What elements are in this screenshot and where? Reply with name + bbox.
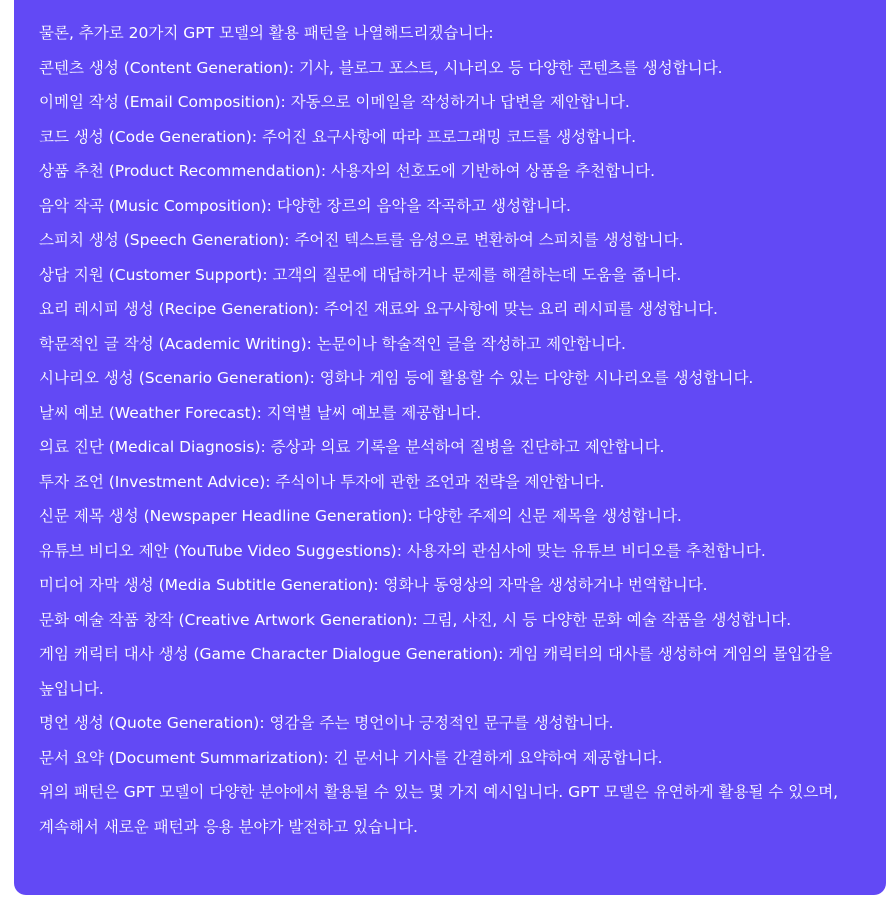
message-line-youtube-suggestions: 유튜브 비디오 제안 (YouTube Video Suggestions): 사용자의 관심사에 맞는 유튜브 비디오를 추천합니다. (39, 541, 766, 560)
message-line-weather-forecast: 날씨 예보 (Weather Forecast): 지역별 날씨 예보를 제공합니다. (39, 403, 482, 422)
message-line-music-composition: 음악 작곡 (Music Composition): 다양한 장르의 음악을 작곡하고 생성합니다. (39, 196, 571, 215)
message-line-game-dialogue: 게임 캐릭터 대사 생성 (Game Character Dialogue Generation): 게임 캐릭터의 대사를 생성하여 게임의 몰입감을 높입니다. (39, 645, 833, 698)
message-line-code-generation: 코드 생성 (Code Generation): 주어진 요구사항에 따라 프로그래밍 코드를 생성합니다. (39, 127, 637, 146)
assistant-message-bubble (14, 0, 886, 895)
message-line-customer-support: 상담 지원 (Customer Support): 고객의 질문에 대답하거나 문제를 해결하는데 도움을 줍니다. (39, 265, 682, 284)
message-line-email-composition: 이메일 작성 (Email Composition): 자동으로 이메일을 작성하거나 답변을 제안합니다. (39, 93, 630, 111)
message-line-academic-writing: 학문적인 글 작성 (Academic Writing): 논문이나 학술적인 글을 작성하고 제안합니다. (39, 334, 626, 353)
message-line-speech-generation: 스피치 생성 (Speech Generation): 주어진 텍스트를 음성으로 변환하여 스피치를 생성합니다. (39, 231, 684, 249)
message-line-content-generation: 콘텐츠 생성 (Content Generation): 기사, 블로그 포스트, 시나리오 등 다양한 콘텐츠를 생성합니다. (39, 58, 723, 77)
message-line-recipe-generation: 요리 레시피 생성 (Recipe Generation): 주어진 재료와 요구사항에 맞는 요리 레시피를 생성합니다. (39, 300, 718, 318)
message-line-newspaper-headline: 신문 제목 생성 (Newspaper Headline Generation): 다양한 주제의 신문 제목을 생성합니다. (39, 507, 682, 525)
message-line-quote-generation: 명언 생성 (Quote Generation): 영감을 주는 명언이나 긍정적인 문구를 생성합니다. (39, 714, 614, 732)
message-intro: 물론, 추가로 20가지 GPT 모델의 활용 패턴을 나열해드리겠습니다: (39, 24, 494, 42)
message-line-medical-diagnosis: 의료 진단 (Medical Diagnosis): 증상과 의료 기록을 분석하여 질병을 진단하고 제안합니다. (39, 438, 665, 456)
message-conclusion: 위의 패턴은 GPT 모델이 다양한 분야에서 활용될 수 있는 몇 가지 예시입니다. GPT 모델은 유연하게 활용될 수 있으며, 계속해서 새로운 패턴과 응용 분야가 발전하고 있습니다. (39, 783, 839, 836)
message-line-media-subtitle: 미디어 자막 생성 (Media Subtitle Generation): 영화나 동영상의 자막을 생성하거나 번역합니다. (39, 576, 708, 594)
message-line-investment-advice: 투자 조언 (Investment Advice): 주식이나 투자에 관한 조언과 전략을 제안합니다. (39, 472, 605, 491)
message-line-product-recommendation: 상품 추천 (Product Recommendation): 사용자의 선호도에 기반하여 상품을 추천합니다. (39, 162, 656, 180)
message-line-document-summarization: 문서 요약 (Document Summarization): 긴 문서나 기사를 간결하게 요약하여 제공합니다. (39, 748, 663, 767)
message-line-scenario-generation: 시나리오 생성 (Scenario Generation): 영화나 게임 등에 활용할 수 있는 다양한 시나리오를 생성합니다. (39, 369, 754, 387)
message-line-creative-artwork: 문화 예술 작품 창작 (Creative Artwork Generation): 그림, 사진, 시 등 다양한 문화 예술 작품을 생성합니다. (39, 610, 792, 629)
